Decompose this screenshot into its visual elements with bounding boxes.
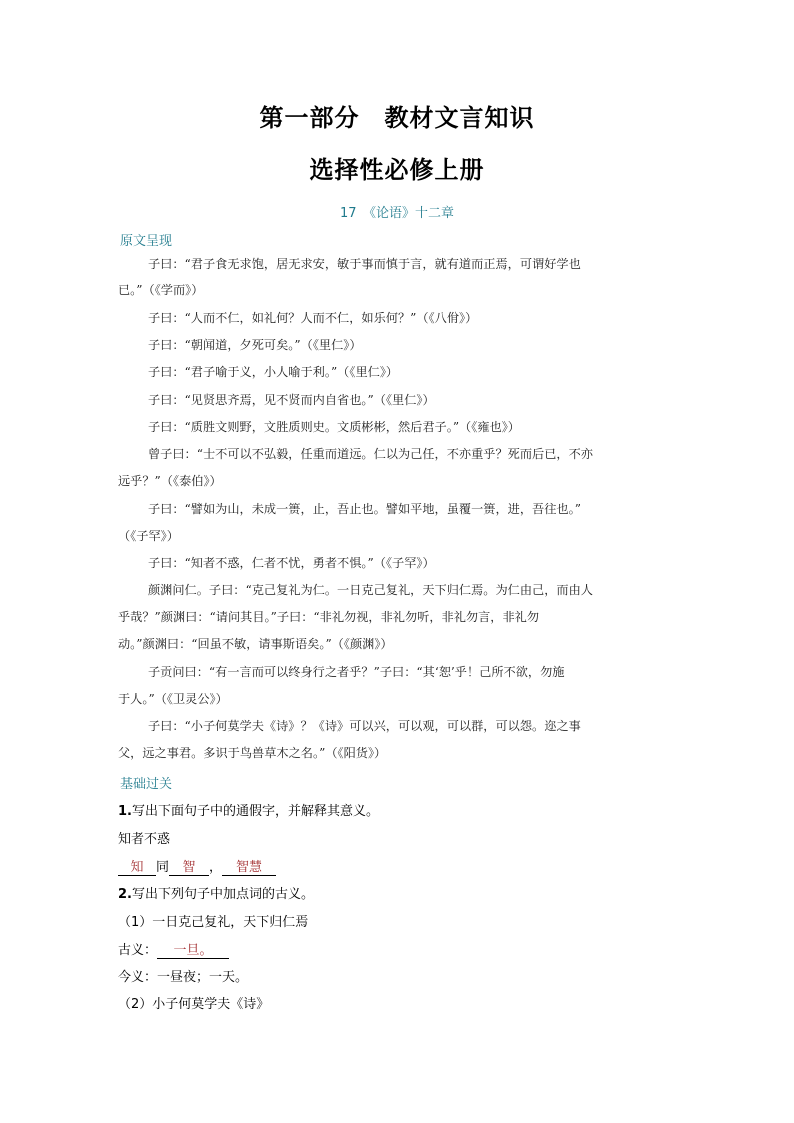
jin-yi-line — [118, 966, 248, 985]
question-2-item-1: （1）一日克己复礼，天下归仁焉 — [118, 915, 309, 930]
text-line: 已。”（《学而》） — [118, 283, 204, 297]
question-1-answer — [118, 856, 276, 876]
text-line: 子曰：“人而不仁，如礼何？人而不仁，如乐何？”（《八佾》） — [148, 311, 478, 325]
text-line: 子曰：“小子何莫学夫《诗》？《诗》可以兴，可以观，可以群，可以怨。迩之事 — [148, 719, 581, 733]
text-line: 远乎？”（《泰伯》） — [118, 474, 222, 488]
text-line: （《子罕》） — [118, 529, 179, 543]
gu-yi-label: 古义： — [118, 943, 158, 958]
text-line: 子曰：“朝闻道，夕死可矣。”（《里仁》） — [148, 338, 362, 352]
gu-yi-answer: 一旦。 — [157, 939, 229, 959]
question-number: 2. — [118, 887, 132, 902]
section-heading-original: 原文呈现 — [120, 234, 173, 249]
question-1-prompt — [118, 800, 379, 819]
answer-blank-char: 知 — [118, 856, 156, 876]
text-line: 子曰：“君子食无求饱，居无求安，敏于事而慎于言，就有道而正焉，可谓好学也 — [148, 257, 581, 271]
question-1-sentence: 知者不惑 — [118, 832, 171, 847]
text-line: 动。”颜渊曰：“回虽不敏，请事斯语矣。”（《颜渊》） — [118, 637, 393, 651]
jin-yi-label: 今义： — [118, 970, 158, 985]
answer-blank-meaning: 智慧 — [222, 856, 276, 876]
text-line: 子曰：“知者不惑，仁者不忧，勇者不惧。”（《子罕》） — [148, 556, 435, 570]
question-text: 写出下面句子中的通假字，并解释其意义。 — [131, 804, 379, 819]
gu-yi-line — [118, 939, 229, 959]
question-2-prompt — [118, 883, 314, 902]
comma: ， — [209, 860, 223, 875]
text-line: 子曰：“君子喻于义，小人喻于利。”（《里仁》） — [148, 365, 399, 379]
question-2-item-2: （2）小子何莫学夫《诗》 — [118, 997, 270, 1012]
tong-label: 同 — [156, 860, 170, 875]
text-line: 子曰：“见贤思齐焉，见不贤而内自省也。”（《里仁》） — [148, 393, 435, 407]
volume-title: 选择性必修上册 — [309, 156, 485, 184]
text-line: 乎哉？”颜渊曰：“请问其目。”子曰：“非礼勿视，非礼勿听，非礼勿言，非礼勿 — [118, 610, 540, 624]
answer-blank-tong: 智 — [169, 856, 209, 876]
text-line: 于人。”（《卫灵公》） — [118, 692, 228, 706]
section-heading-basic: 基础过关 — [120, 777, 173, 792]
text-line: 颜渊问仁。子曰：“克己复礼为仁。一日克己复礼，天下归仁焉。为仁由己，而由人 — [148, 583, 593, 597]
text-line: 曾子曰：“士不可以不弘毅，任重而道远。仁以为己任，不亦重乎？死而后已，不亦 — [148, 447, 593, 461]
text-line: 子曰：“譬如为山，未成一篑，止，吾止也。譬如平地，虽覆一篑，进，吾往也。” — [148, 502, 581, 516]
lesson-title: 17 《论语》十二章 — [339, 206, 455, 221]
text-line: 父，远之事君。多识于鸟兽草木之名。”（《阳货》） — [118, 746, 387, 760]
jin-yi-text: 一昼夜；一天。 — [157, 970, 249, 985]
text-line: 子曰：“质胜文则野，文胜质则史。文质彬彬，然后君子。”（《雍也》） — [148, 420, 520, 434]
text-line: 子贡问曰：“有一言而可以终身行之者乎？”子曰：“其‘恕’乎！己所不欲，勿施 — [148, 665, 565, 679]
question-number: 1. — [118, 804, 132, 819]
part-title: 第一部分 教材文言知识 — [259, 104, 535, 132]
question-text: 写出下列句子中加点词的古义。 — [131, 887, 314, 902]
